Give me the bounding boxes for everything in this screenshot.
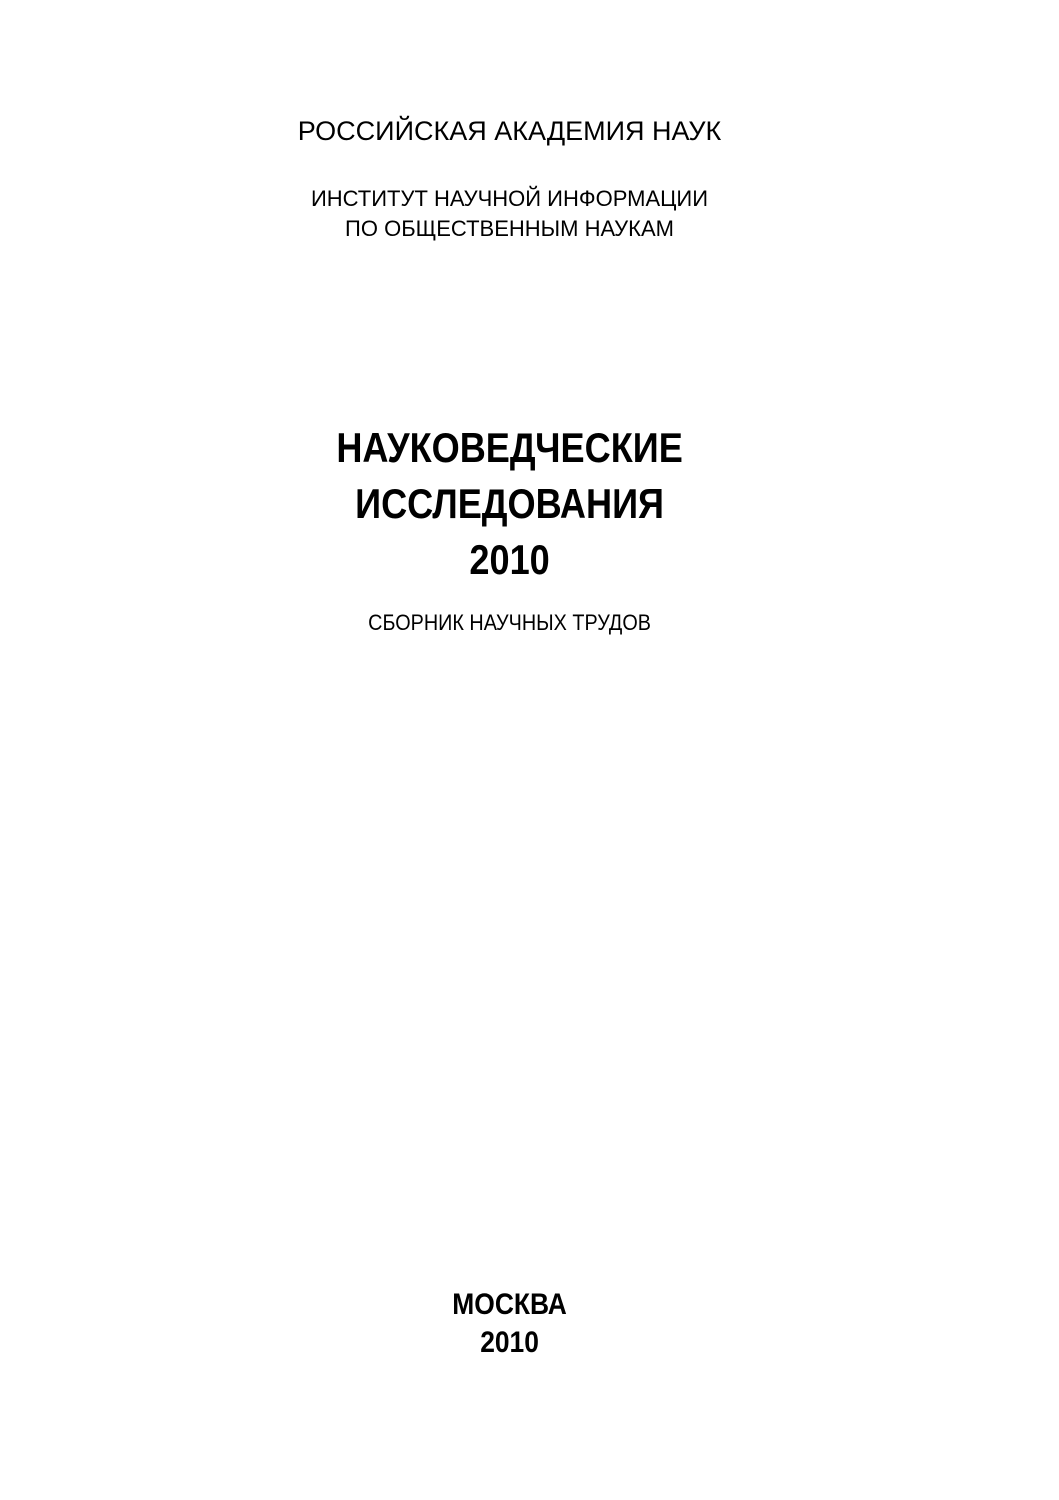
imprint bbox=[61, 1286, 958, 1362]
institute-name-line-2: ПО ОБЩЕСТВЕННЫМ НАУКАМ bbox=[345, 216, 674, 241]
academy-name: РОССИЙСКАЯ АКАДЕМИЯ НАУК bbox=[297, 116, 722, 146]
book-title bbox=[71, 420, 947, 588]
book-title-line-1: НАУКОВЕДЧЕСКИЕ bbox=[336, 424, 683, 471]
imprint-year: 2010 bbox=[480, 1326, 539, 1359]
book-title-line-2: ИССЛЕДОВАНИЯ bbox=[355, 480, 665, 527]
book-subtitle: СБОРНИК НАУЧНЫХ ТРУДОВ bbox=[368, 610, 651, 635]
institute-name-line-1: ИНСТИТУТ НАУЧНОЙ ИНФОРМАЦИИ bbox=[310, 186, 709, 211]
imprint-city: МОСКВА bbox=[452, 1288, 567, 1321]
book-title-year: 2010 bbox=[469, 536, 550, 583]
institute-name bbox=[0, 184, 1019, 244]
